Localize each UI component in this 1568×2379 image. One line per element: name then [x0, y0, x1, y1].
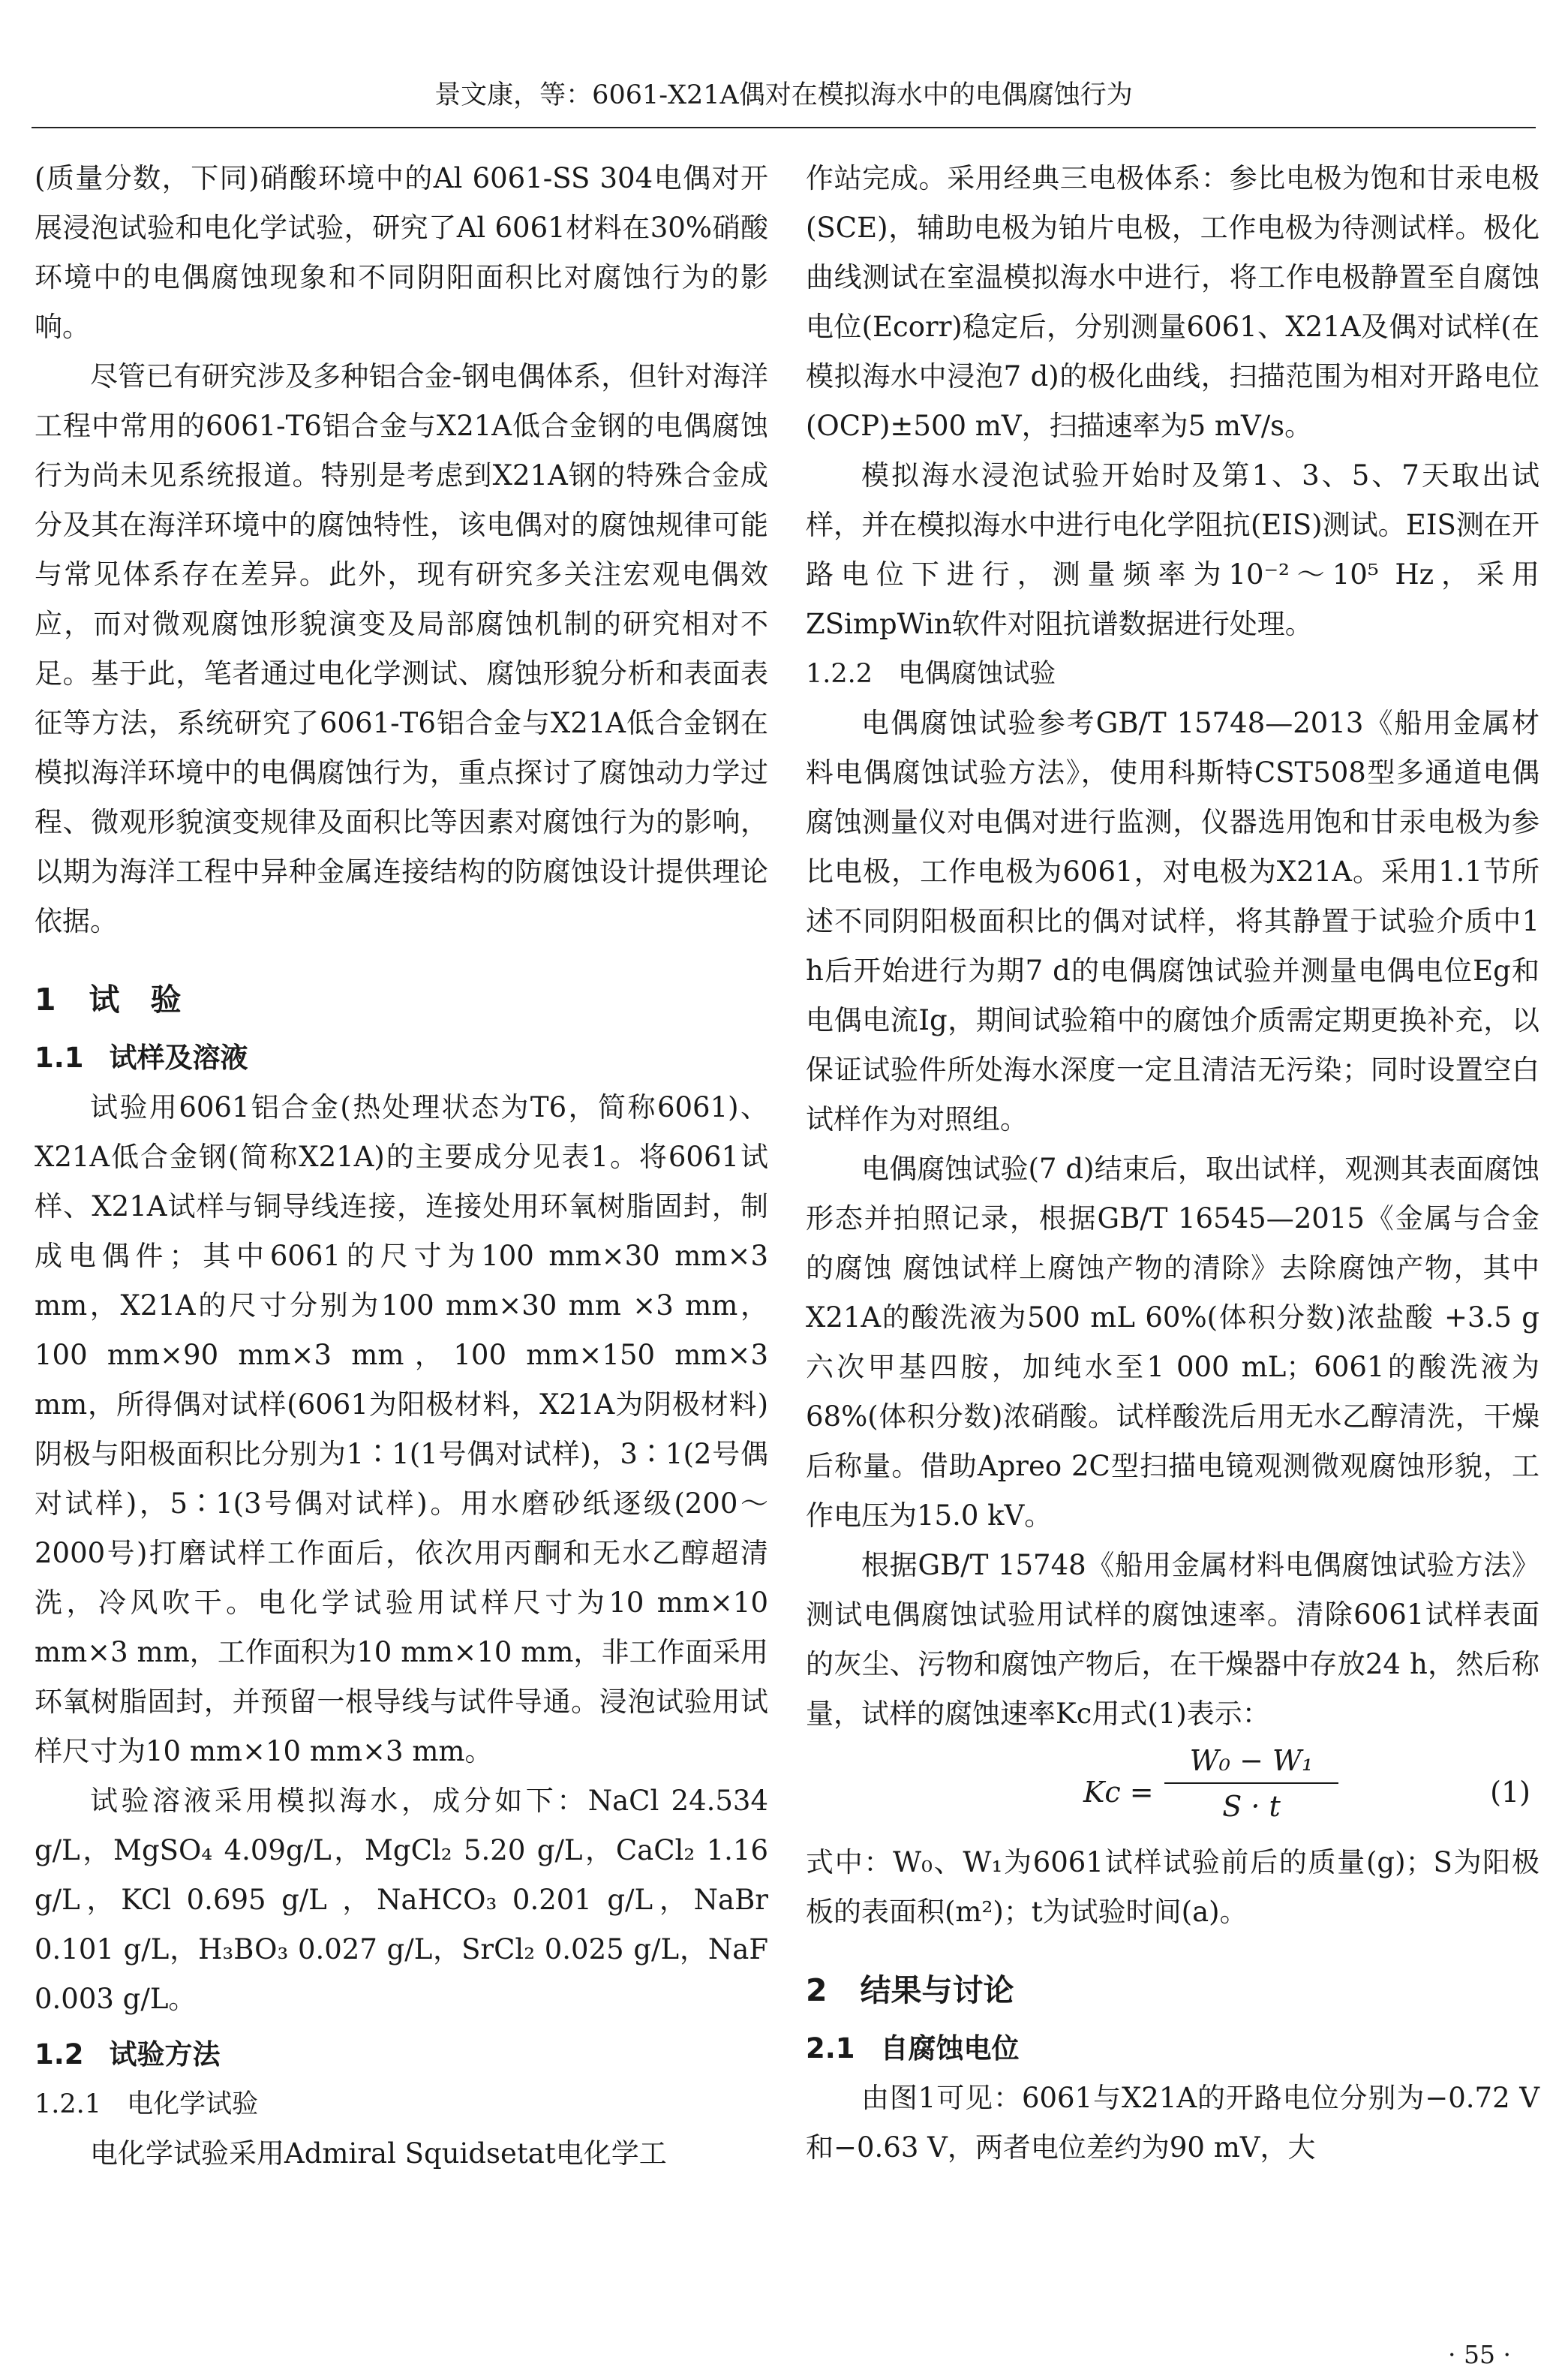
subsubsection-heading-1-2-2: [806, 649, 1539, 699]
paragraph: 试验溶液采用模拟海水，成分如下：NaCl 24.534 g/L，MgSO₄ 4.09g/L，MgCl₂ 5.20 g/L，CaCl₂ 1.16 g/L，KCl 0.695 g/L ，NaHCO₃ 0.201 g/L，NaBr 0.101 g/L，H₃BO₃ 0.027 g/L，SrCl₂ 0.025 g/L，NaF 0.003 g/L。: [35, 1785, 768, 2015]
subsection-heading-1-1: [35, 1033, 768, 1083]
section-number: 2: [806, 1972, 828, 2008]
equation-lhs: Kc =: [1083, 1776, 1154, 1809]
subsubsection-heading-1-2-1: [35, 2080, 768, 2129]
running-header: 景文康，等：6061-X21A偶对在模拟海水中的电偶腐蚀行为: [32, 64, 1536, 128]
section-number: 1.2.1: [35, 2089, 102, 2119]
page-number: · 55 ·: [1448, 2340, 1511, 2369]
paragraph: 由图1可见：6061与X21A的开路电位分别为−0.72 V和−0.63 V，两者电位差约为90 mV，大: [806, 2082, 1539, 2164]
left-column: [35, 154, 768, 2179]
section-number: 1.2: [35, 2038, 84, 2071]
paragraph: 电化学试验采用Admiral Squidsetat电化学工: [90, 2137, 667, 2170]
paragraph: 试验用6061铝合金(热处理状态为T6，简称6061)、X21A低合金钢(简称X21A)的主要成分见表1。将6061试样、X21A试样与铜导线连接，连接处用环氧树脂固封，制成电偶件；其中6061的尺寸为100 mm×30 mm×3 mm，X21A的尺寸分别为100 mm×30 mm ×3 mm，100 mm×90 mm×3 mm，100 mm×150 mm×3 mm，所得偶对试样(6061为阳极材料，X21A为阴极材料)阴极与阳极面积比分别为1∶1(1号偶对试样)，3∶1(2号偶对试样)，5∶1(3号偶对试样)。用水磨砂纸逐级(200～2000号)打磨试样工作面后，依次用丙酮和无水乙醇超清洗，冷风吹干。电化学试验用试样尺寸为10 mm×10 mm×3 mm，工作面积为10 mm×10 mm，非工作面采用环氧树脂固封，并预留一根导线与试件导通。浸泡试验用试样尺寸为10 mm×10 mm×3 mm。: [35, 1091, 768, 1767]
section-title: 电化学试验: [127, 2089, 259, 2119]
equation-1: [806, 1739, 1539, 1838]
section-title: 试样及溶液: [109, 1042, 248, 1074]
paragraph: 尽管已有研究涉及多种铝合金-钢电偶体系，但针对海洋工程中常用的6061-T6铝合金与X21A低合金钢的电偶腐蚀行为尚未见系统报道。特别是考虑到X21A钢的特殊合金成分及其在海洋环境中的腐蚀特性，该电偶对的腐蚀规律可能与常见体系存在差异。此外，现有研究多关注宏观电偶效应，而对微观腐蚀形貌演变及局部腐蚀机制的研究相对不足。基于此，笔者通过电化学测试、腐蚀形貌分析和表面表征等方法，系统研究了6061-T6铝合金与X21A低合金钢在模拟海洋环境中的电偶腐蚀行为，重点探讨了腐蚀动力学过程、微观形貌演变规律及面积比等因素对腐蚀行为的影响，以期为海洋工程中异种金属连接结构的防腐蚀设计提供理论依据。: [35, 360, 768, 937]
section-title: 结果与讨论: [860, 1972, 1014, 2008]
right-column: [806, 154, 1539, 2173]
paragraph: 根据GB/T 15748《船用金属材料电偶腐蚀试验方法》测试电偶腐蚀试验用试样的腐蚀速率。清除6061试样表面的灰尘、污物和腐蚀产物后，在干燥器中存放24 h，然后称量，试样的腐蚀速率Kc用式(1)表示：: [806, 1549, 1539, 1730]
section-title: 电偶腐蚀试验: [898, 659, 1056, 689]
section-heading-1: [35, 972, 768, 1027]
paragraph: 电偶腐蚀试验(7 d)结束后，取出试样，观测其表面腐蚀形态并拍照记录，根据GB/T 16545—2015《金属与合金的腐蚀 腐蚀试样上腐蚀产物的清除》去除腐蚀产物，其中X21A的酸洗液为500 mL 60%(体积分数)浓盐酸 +3.5 g六次甲基四胺，加纯水至1 000 mL；6061的酸洗液为68%(体积分数)浓硝酸。试样酸洗后用无水乙醇清洗，干燥后称量。借助Apreo 2C型扫描电镜观测微观腐蚀形貌，工作电压为15.0 kV。: [806, 1153, 1539, 1532]
paragraph: 式中：W₀、W₁为6061试样试验前后的质量(g)；S为阳极板的表面积(m²)；t为试验时间(a)。: [806, 1846, 1539, 1928]
equation-numerator: W₀ − W₁: [1164, 1739, 1338, 1784]
section-number: 1.2.2: [806, 659, 873, 689]
subsection-heading-1-2: [35, 2030, 768, 2080]
equation-denominator: S · t: [1222, 1790, 1281, 1823]
equation-number: (1): [1490, 1776, 1530, 1809]
paragraph: 模拟海水浸泡试验开始时及第1、3、5、7天取出试样，并在模拟海水中进行电化学阻抗(EIS)测试。EIS测在开路电位下进行，测量频率为10⁻²～10⁵ Hz，采用ZSimpWin软件对阻抗谱数据进行处理。: [806, 459, 1539, 640]
section-number: 1: [35, 982, 56, 1018]
paragraph: 作站完成。采用经典三电极体系：参比电极为饱和甘汞电极(SCE)，辅助电极为铂片电极，工作电极为待测试样。极化曲线测试在室温模拟海水中进行，将工作电极静置至自腐蚀电位(Ecorr)稳定后，分别测量6061、X21A及偶对试样(在模拟海水中浸泡7 d)的极化曲线，扫描范围为相对开路电位(OCP)±500 mV，扫描速率为5 mV/s。: [806, 162, 1539, 442]
paragraph: (质量分数，下同)硝酸环境中的Al 6061-SS 304电偶对开展浸泡试验和电化学试验，研究了Al 6061材料在30%硝酸环境中的电偶腐蚀现象和不同阴阳面积比对腐蚀行为的影响。: [35, 162, 768, 343]
section-title: 试 验: [89, 982, 182, 1018]
section-title: 试验方法: [109, 2038, 221, 2071]
section-title: 自腐蚀电位: [880, 2032, 1020, 2065]
section-number: 2.1: [806, 2032, 855, 2065]
paragraph: 电偶腐蚀试验参考GB/T 15748—2013《船用金属材料电偶腐蚀试验方法》，使用科斯特CST508型多通道电偶腐蚀测量仪对电偶对进行监测，仪器选用饱和甘汞电极为参比电极，工作电极为6061，对电极为X21A。采用1.1节所述不同阴阳极面积比的偶对试样，将其静置于试验介质中1 h后开始进行为期7 d的电偶腐蚀试验并测量电偶电位Eg和电偶电流Ig，期间试验箱中的腐蚀介质需定期更换补充，以保证试验件所处海水深度一定且清洁无污染；同时设置空白试样作为对照组。: [806, 707, 1539, 1135]
equation-fraction: [1164, 1739, 1338, 1829]
section-number: 1.1: [35, 1042, 84, 1074]
section-heading-2: [806, 1962, 1539, 2018]
subsection-heading-2-1: [806, 2024, 1539, 2074]
